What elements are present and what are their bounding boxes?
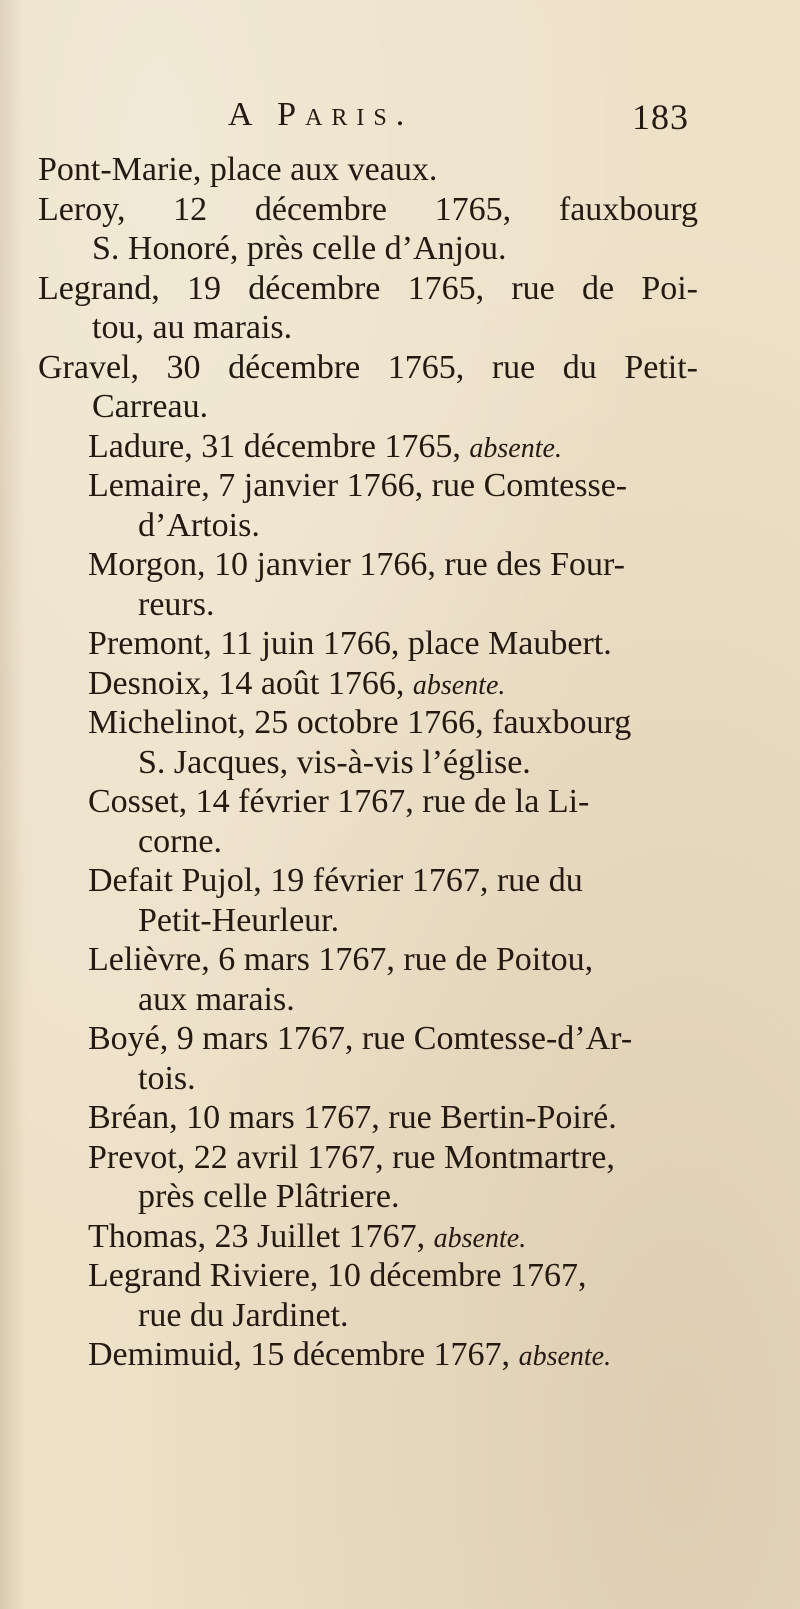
line-text: près celle Plâtriere. (138, 1178, 400, 1215)
list-line (38, 308, 698, 348)
running-title: A Paris. (228, 96, 414, 133)
line-text: Carreau. (92, 388, 209, 425)
list-line (38, 150, 698, 190)
line-text: Morgon, 10 janvier 1766, rue des Four- (88, 546, 625, 583)
line-text: aux marais. (138, 980, 295, 1018)
list-line (38, 664, 698, 704)
list-line (38, 466, 698, 506)
line-text: Leroy, 12 décembre 1765, fauxbourg (38, 190, 698, 228)
list-line (38, 861, 698, 901)
list-line (38, 980, 698, 1020)
line-text: S. Jacques, vis-à-vis l’église. (138, 743, 531, 781)
line-text: Demimuid, 15 décembre 1767, (88, 1336, 519, 1373)
line-text: S. Honoré, près celle d’Anjou. (92, 230, 507, 267)
list-line (38, 427, 698, 467)
list-line (38, 703, 698, 743)
line-text: Pont-Marie, place aux veaux. (38, 151, 438, 188)
line-text: rue du Jardinet. (138, 1296, 349, 1334)
list-line (38, 190, 698, 230)
line-text: tois. (138, 1059, 196, 1097)
line-text: d’Artois. (138, 506, 260, 544)
line-text: Defait Pujol, 19 février 1767, rue du (88, 862, 583, 899)
absent-note: absente. (433, 1222, 527, 1254)
list-line (38, 1019, 698, 1059)
list-line (38, 1256, 698, 1296)
list-line (38, 269, 698, 309)
line-text: Cosset, 14 février 1767, rue de la Li- (88, 783, 590, 820)
list-line (38, 1098, 698, 1138)
line-text: Bréan, 10 mars 1767, rue Bertin-Poiré. (88, 1099, 617, 1136)
list-line (38, 1335, 698, 1375)
line-text: reurs. (138, 585, 215, 623)
line-text: Premont, 11 juin 1766, place Maubert. (88, 625, 612, 662)
line-text: Prevot, 22 avril 1767, rue Montmartre, (88, 1138, 615, 1176)
address-list (38, 150, 698, 1375)
line-text: Ladure, 31 décembre 1765, (88, 427, 470, 465)
line-text: Desnoix, 14 août 1766, (88, 664, 413, 702)
page-number: 183 (632, 97, 689, 137)
line-text: Lemaire, 7 janvier 1766, rue Comtesse- (88, 467, 628, 504)
list-line (38, 940, 698, 980)
line-text: Thomas, 23 Juillet 1767, (88, 1217, 434, 1255)
line-text: Legrand Riviere, 10 décembre 1767, (88, 1257, 587, 1294)
list-line (38, 822, 698, 862)
list-line (38, 782, 698, 822)
line-text: Boyé, 9 mars 1767, rue Comtesse-d’Ar- (88, 1020, 633, 1057)
line-text: Lelièvre, 6 mars 1767, rue de Poitou, (88, 941, 594, 978)
list-line (38, 624, 698, 664)
list-line (38, 1177, 698, 1217)
list-line (38, 348, 698, 388)
line-text: Gravel, 30 décembre 1765, rue du Petit- (38, 348, 698, 386)
absent-note: absente. (469, 432, 562, 464)
line-text: tou, au marais. (92, 309, 293, 346)
line-text: Legrand, 19 décembre 1765, rue de Poi- (38, 269, 698, 307)
list-line (38, 743, 698, 783)
list-line (38, 1296, 698, 1336)
absent-note: absente. (412, 669, 506, 701)
list-line (38, 1059, 698, 1099)
list-line (38, 387, 698, 427)
absent-note: absente. (518, 1341, 612, 1372)
page-header (0, 96, 800, 146)
list-line (38, 229, 698, 269)
line-text: Petit-Heurleur. (138, 901, 340, 939)
list-line (38, 1138, 698, 1178)
line-text: corne. (138, 822, 223, 860)
list-line (38, 1217, 698, 1257)
list-line (38, 585, 698, 625)
list-line (38, 545, 698, 585)
list-line (38, 506, 698, 546)
line-text: Michelinot, 25 octobre 1766, fauxbourg (88, 704, 632, 741)
list-line (38, 901, 698, 941)
